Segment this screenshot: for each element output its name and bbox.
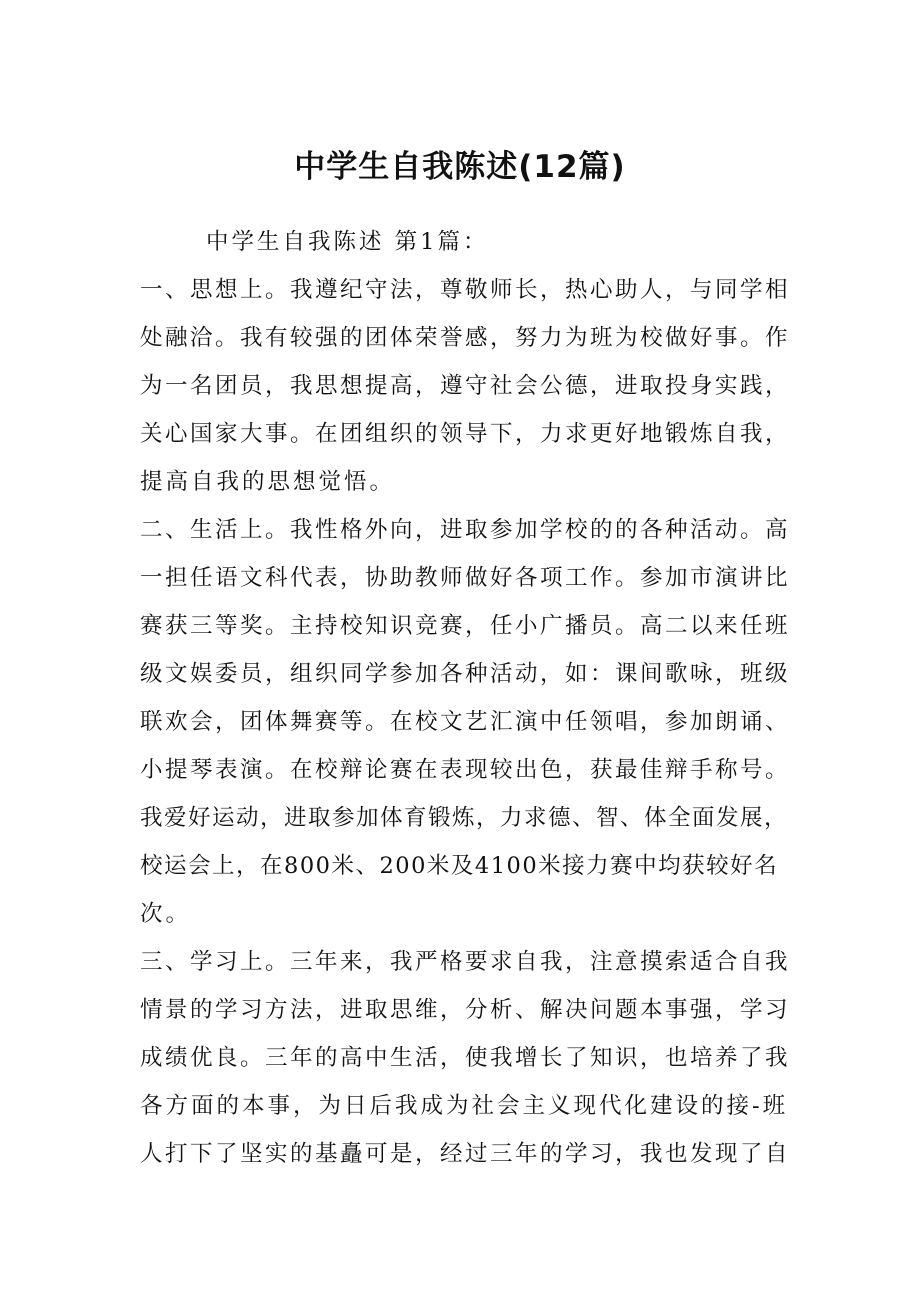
body-line: 级文娱委员，组织同学参加各种活动，如：课间歌咏，班级 [140, 661, 791, 687]
body-line: 小提琴表演。在校辩论赛在表现较出色，获最佳辩手称号。 [140, 757, 791, 783]
body-line: 关心国家大事。在团组织的领导下，力求更好地锻炼自我， [140, 421, 791, 447]
body-line: 三、学习上。三年来，我严格要求自我，注意摸索适合自我 [140, 949, 791, 975]
body-line: 中学生自我陈述 第1篇： [206, 229, 489, 255]
document-title: 中学生自我陈述(12篇) [294, 149, 626, 185]
body-line: 情景的学习方法，进取思维，分析、解决问题本事强，学习 [140, 997, 791, 1023]
body-line: 处融洽。我有较强的团体荣誉感，努力为班为校做好事。作 [140, 325, 791, 351]
body-line: 校运会上，在800米、200米及4100米接力赛中均获较好名 [140, 853, 779, 879]
body-line: 我爱好运动，进取参加体育锻炼，力求德、智、体全面发展， [140, 805, 789, 831]
body-line: 次。 [140, 901, 192, 927]
document-body [140, 218, 790, 1178]
body-line: 提高自我的思想觉悟。 [140, 469, 396, 495]
body-line: 人打下了坚实的基矗可是，经过三年的学习，我也发现了自 [140, 1141, 791, 1167]
body-line: 二、生活上。我性格外向，进取参加学校的的各种活动。高 [140, 517, 791, 543]
body-line: 为一名团员，我思想提高，遵守社会公德，进取投身实践， [140, 373, 791, 399]
body-line: 成绩优良。三年的高中生活，使我增长了知识，也培养了我 [140, 1045, 791, 1071]
body-line: 联欢会，团体舞赛等。在校文艺汇演中任领唱，参加朗诵、 [140, 709, 791, 735]
body-line: 赛获三等奖。主持校知识竞赛，任小广播员。高二以来任班 [140, 613, 791, 639]
body-line: 一、思想上。我遵纪守法，尊敬师长，热心助人，与同学相 [140, 277, 791, 303]
body-line: 一担任语文科代表，协助教师做好各项工作。参加市演讲比 [140, 565, 791, 591]
body-line: 各方面的本事，为日后我成为社会主义现代化建设的接-班 [140, 1093, 789, 1119]
